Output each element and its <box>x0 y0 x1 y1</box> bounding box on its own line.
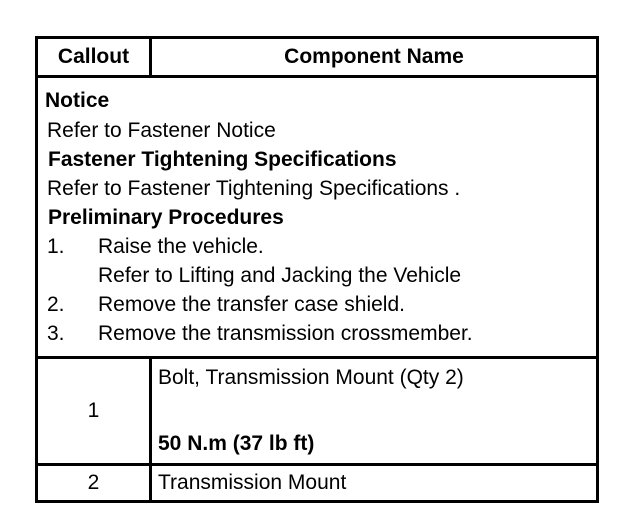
header-row <box>37 38 598 77</box>
torque-spec: 50 N.m (37 lb ft) <box>158 432 315 455</box>
table-row <box>37 358 598 465</box>
spec-text: Refer to Fastener Tightening Specifications . <box>47 177 461 200</box>
procedure-step <box>47 290 590 319</box>
component-name: Transmission Mount <box>151 465 598 502</box>
fastener-notice-text: Refer to Fastener Notice <box>47 119 276 142</box>
procedure-step <box>47 232 590 261</box>
component-cell <box>151 358 598 465</box>
step-text: Remove the transmission crossmember. <box>98 322 473 345</box>
callout-table <box>35 36 599 503</box>
component-name-header: Component Name <box>151 38 598 77</box>
table-row <box>37 465 598 502</box>
callout-number: 2 <box>37 465 151 502</box>
step-text: Raise the vehicle. <box>98 235 264 258</box>
step-number: 2. <box>47 293 65 316</box>
notice-heading: Notice <box>45 89 110 112</box>
component-name: Bolt, Transmission Mount (Qty 2) <box>158 366 464 389</box>
notice-cell <box>37 77 598 358</box>
step-number: 3. <box>47 322 65 345</box>
callout-header: Callout <box>37 38 151 77</box>
notice-row <box>37 77 598 358</box>
procedure-step <box>47 319 590 348</box>
spec-heading: Fastener Tightening Specifications <box>48 148 397 171</box>
callout-number: 1 <box>37 358 151 465</box>
step-text: Remove the transfer case shield. <box>98 293 405 316</box>
step-number: 1. <box>47 235 65 258</box>
step-subtext: Refer to Lifting and Jacking the Vehicle <box>98 264 462 287</box>
spacer <box>158 393 590 429</box>
procedures-heading: Preliminary Procedures <box>48 206 284 229</box>
